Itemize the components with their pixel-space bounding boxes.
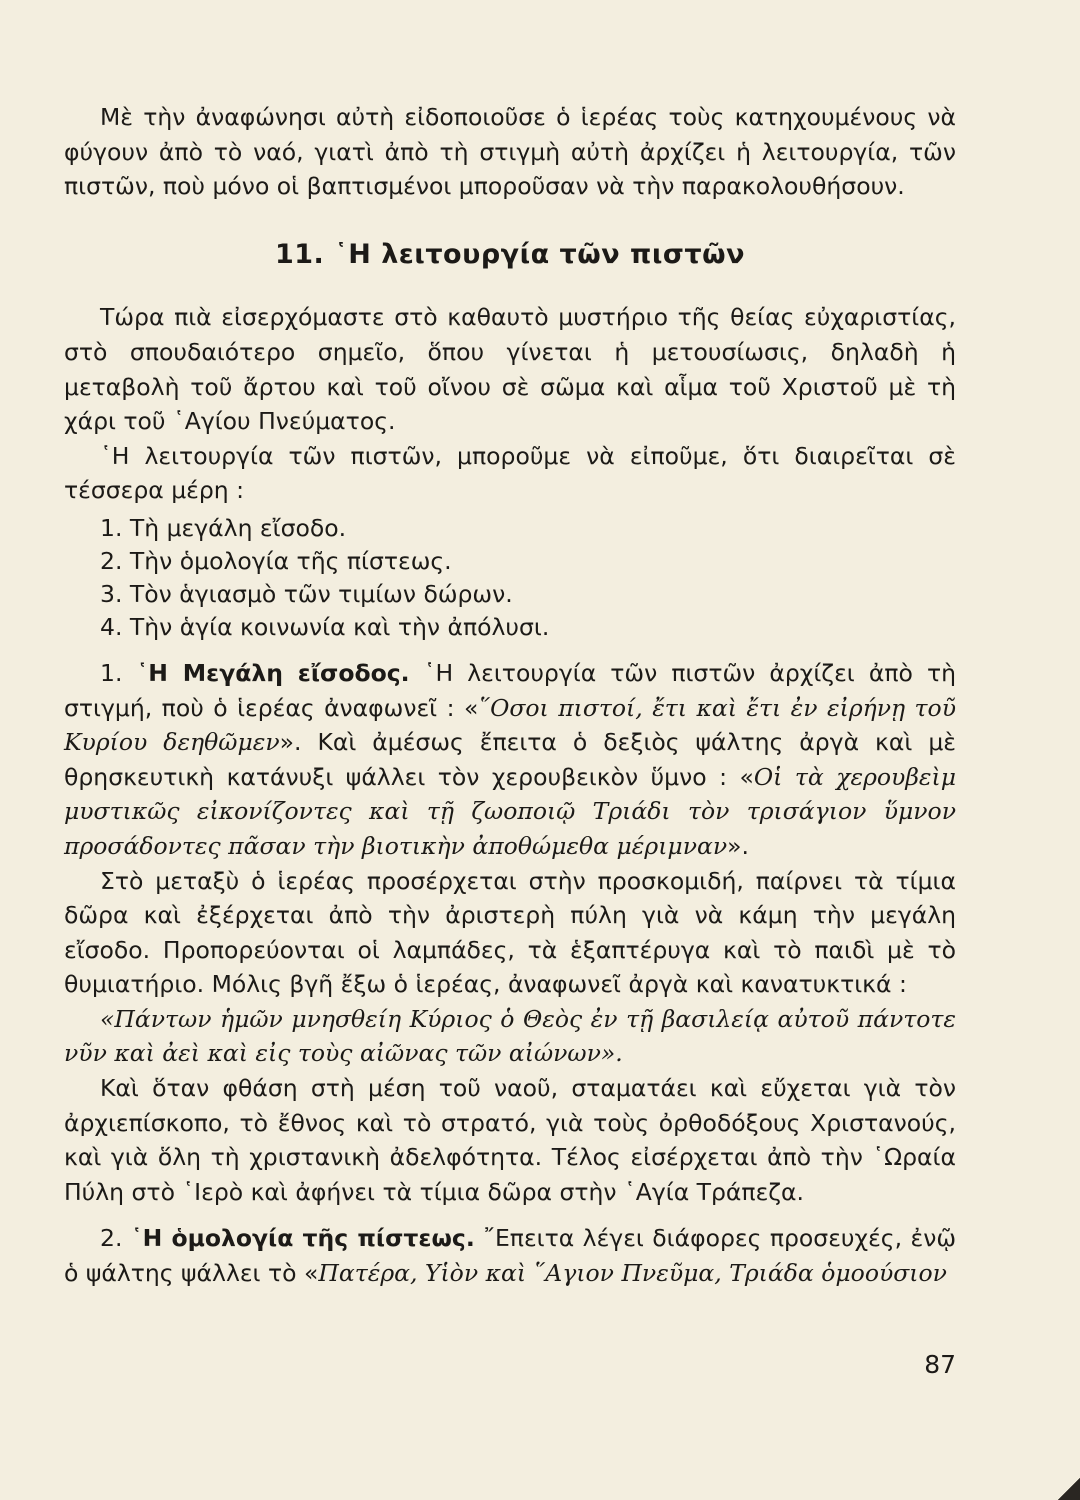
- page-number: 87: [924, 1350, 956, 1379]
- subsection-number: 2.: [100, 1224, 123, 1253]
- list-item: 1. Τὴ μεγάλη εἴσοδο.: [100, 513, 347, 542]
- page-content: [64, 100, 956, 1291]
- body-text: ». Καὶ ἀμέσως ἔπειτα ὁ δεξιὸς ψάλτης ἀργὰ καὶ μὲ θρησκευτικὴ κατάνυξι ψάλλει τὸν χερουβεικὸν ὕμνο : «: [64, 728, 956, 791]
- paragraph-holy-table: Καὶ ὅταν φθάση στὴ μέση τοῦ ναοῦ, σταματάει καὶ εὔχεται γιὰ τὸν ἀρχιεπίσκοπο, τὸ ἔθνος καὶ τὸ στρατό, γιὰ τοὺς ὀρθοδόξους Χριστανούς, καὶ γιὰ ὅλη τὴ χριστανικὴ ἀδελφότητα. Τέλος εἰσέρχεται ἀπὸ τὴν ῾Ωραία Πύλη στὸ ῾Ιερὸ καὶ ἀφήνει τὰ τίμια δῶρα στὴν ῾Αγία Τράπεζα.: [64, 1074, 956, 1206]
- subsection-great-entrance: [64, 656, 956, 864]
- subsection-creed: [64, 1221, 956, 1290]
- list-item: 3. Τὸν ἁγιασμὸ τῶν τιμίων δώρων.: [100, 579, 513, 608]
- quote: Πατέρα, Υἱὸν καὶ ῞Αγιον Πνεῦμα, Τριάδα ὁμοούσιον: [318, 1259, 947, 1288]
- paragraph-four-parts: ῾Η λειτουργία τῶν πιστῶν, μποροῦμε νὰ εἰποῦμε, ὅτι διαιρεῖται σὲ τέσσερα μέρη :: [64, 441, 956, 505]
- subsection-heading: ῾Η ὁμολογία τῆς πίστεως.: [130, 1224, 475, 1253]
- paragraph-procession: Στὸ μεταξὺ ὁ ἱερέας προσέρχεται στὴν προσκομιδή, παίρνει τὰ τίμια δῶρα καὶ ἐξέρχεται ἀπὸ τὴν ἀριστερὴ πύλη γιὰ νὰ κάμη τὴν μεγάλη εἴσοδο. Προπορεύονται οἱ λαμπάδες, τὰ ἑξαπτέρυγα καὶ τὸ παιδὶ μὲ τὸ θυμιατήριο. Μόλις βγῆ ἔξω ὁ ἱερέας, ἀναφωνεῖ ἀργὰ καὶ κανατυκτικά :: [64, 866, 956, 999]
- paragraph-eucharist: Τώρα πιὰ εἰσερχόμαστε στὸ καθαυτὸ μυστήριο τῆς θείας εὐχαριστίας, στὸ σπουδαιότερο σημεῖο, ὅπου γίνεται ἡ μετουσίωσις, δηλαδὴ ἡ μεταβολὴ τοῦ ἄρτου καὶ τοῦ οἴνου σὲ σῶμα καὶ αἷμα τοῦ Χριστοῦ μὲ τὴ χάρι τοῦ ῾Αγίου Πνεύματος.: [64, 303, 956, 436]
- body-text: ῎Επειτα λέγει διάφορες προσευχές, ἐνῷ ὁ ψάλτης ψάλλει τὸ «: [64, 1224, 956, 1288]
- quote: Οἱ τὰ χερουβεὶμ μυστικῶς εἰκονίζοντες καὶ τῇ ζωοποιῷ Τριάδι τὸν τρισάγιον ὕμνον προσάδοντες πᾶσαν τὴν βιοτικὴν ἀποθώμεθα μέριμναν: [64, 762, 956, 860]
- list-item: 4. Τὴν ἁγία κοινωνία καὶ τὴν ἀπόλυσι.: [100, 612, 550, 641]
- subsection-number: 1.: [100, 658, 123, 687]
- body-text: ».: [727, 831, 749, 860]
- quote-paragraph: [64, 1002, 956, 1071]
- intro-paragraph: Μὲ τὴν ἀναφώνησι αὐτὴ εἰδοποιοῦσε ὁ ἱερέας τοὺς κατηχουμένους νὰ φύγουν ἀπὸ τὸ ναό, γιατὶ ἀπὸ τὴ στιγμὴ αὐτὴ ἀρχίζει ἡ λειτουργία, τῶν πιστῶν, ποὺ μόνο οἱ βαπτισμένοι μποροῦσαν νὰ τὴν παρακολουθήσουν.: [64, 103, 956, 201]
- body-text: ῾Η λειτουργία τῶν πιστῶν ἀρχίζει ἀπὸ τὴ στιγμή, ποὺ ὁ ἱερέας ἀναφωνεῖ : «: [64, 658, 956, 722]
- list-item: 2. Τὴν ὁμολογία τῆς πίστεως.: [100, 546, 452, 575]
- quote: «Πάντων ἡμῶν μνησθείη Κύριος ὁ Θεὸς ἐν τῇ βασιλείᾳ αὐτοῦ πάντοτε νῦν καὶ ἀεὶ καὶ εἰς τοὺς αἰῶνας τῶν αἰώνων».: [64, 1004, 956, 1068]
- parts-list: [64, 512, 956, 644]
- quote: ῞Οσοι πιστοί, ἔτι καὶ ἔτι ἐν εἰρήνῃ τοῦ Κυρίου δεηθῶμεν: [64, 693, 956, 757]
- section-title: 11. ῾Η λειτουργία τῶν πιστῶν: [274, 238, 746, 270]
- page-corner: [1058, 1478, 1080, 1500]
- subsection-heading: ῾Η Μεγάλη εἴσοδος.: [136, 658, 410, 687]
